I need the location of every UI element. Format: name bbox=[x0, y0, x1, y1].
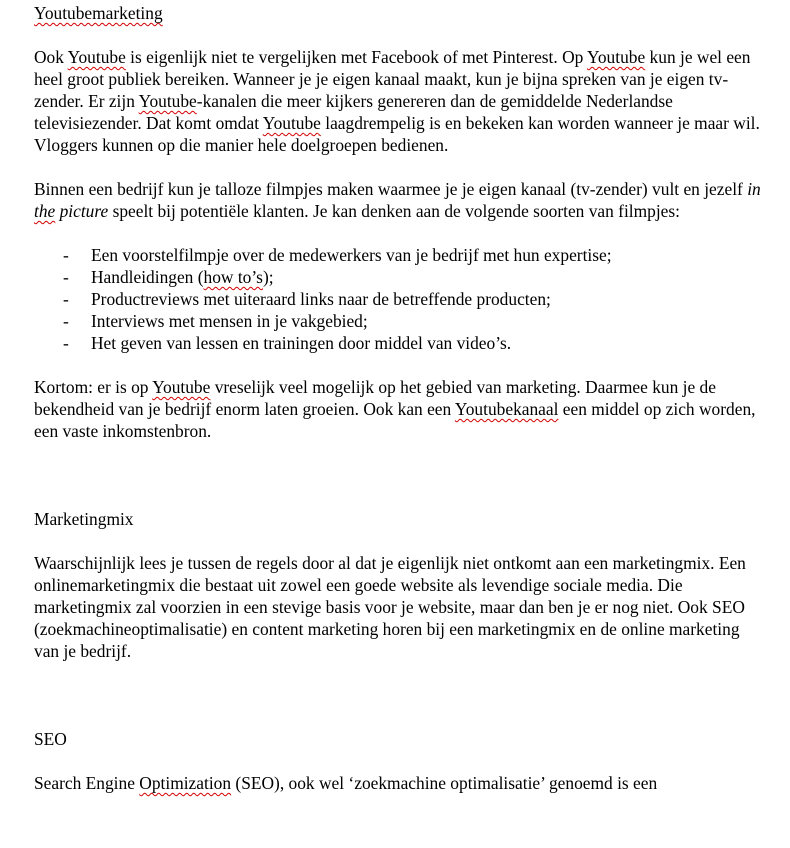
section-heading-seo: SEO bbox=[34, 729, 67, 749]
list-item bbox=[34, 288, 764, 310]
list-item-text: ); bbox=[262, 267, 274, 287]
text-run: een middel op zich worden, een vaste inkomstenbron. bbox=[34, 399, 756, 441]
spellcheck-word: Youtube bbox=[67, 47, 126, 67]
list-item-text: Een voorstelfilmpje over de medewerkers van je bedrijf met hun expertise; bbox=[91, 245, 612, 265]
text-run: -kanalen die meer kijkers genereren dan de gemiddelde Nederlandse televisiezender. Dat komt omdat bbox=[34, 91, 673, 133]
text-run: in bbox=[747, 179, 761, 199]
bullet-dash: - bbox=[63, 289, 69, 309]
list-item-text: Het geven van lessen en trainingen door middel van video’s. bbox=[91, 333, 512, 353]
list-item-text: Handleidingen ( bbox=[91, 267, 204, 287]
spellcheck-word: the bbox=[34, 201, 56, 221]
text-run: is eigenlijk niet te vergelijken met Facebook of met Pinterest. Op bbox=[125, 47, 588, 67]
bullet-list-filmpjes bbox=[34, 244, 764, 354]
text-run: kun je wel een heel groot publiek bereiken. Wanneer je je eigen kanaal maakt, kun je bijna spreken van je eigen tv-zender. Er zijn bbox=[34, 47, 751, 111]
bullet-dash: - bbox=[63, 245, 69, 265]
text-run: Ook bbox=[34, 47, 68, 67]
text-run: speelt bij potentiële klanten. Je kan denken aan de volgende soorten van filmpjes: bbox=[108, 201, 681, 221]
spellcheck-word: Youtube bbox=[587, 47, 646, 67]
list-item bbox=[34, 244, 764, 266]
text-run: Binnen een bedrijf kun je talloze filmpjes maken waarmee je je eigen kanaal (tv-zender) vult en jezelf bbox=[34, 179, 748, 199]
paragraph-seo bbox=[34, 772, 764, 794]
bullet-dash: - bbox=[63, 267, 69, 287]
text-run: Search Engine bbox=[34, 773, 140, 793]
paragraph-youtube-filmpjes bbox=[34, 178, 764, 222]
blank-lines bbox=[34, 684, 764, 728]
text-run: vreselijk veel mogelijk op het gebied van marketing. Daarmee kun je de bekendheid van je bedrijf enorm laten groeien. Ook kan een bbox=[34, 377, 716, 419]
text-run: picture bbox=[55, 201, 109, 221]
bullet-dash: - bbox=[63, 311, 69, 331]
spellcheck-word: Youtube bbox=[138, 91, 197, 111]
paragraph-youtube-kortom bbox=[34, 376, 764, 442]
spellcheck-word: Youtubemarketing bbox=[34, 3, 163, 23]
section-heading-youtubemarketing bbox=[34, 2, 764, 24]
text-run: Kortom: er is op bbox=[34, 377, 153, 397]
list-item bbox=[34, 310, 764, 332]
spellcheck-word: how to’s bbox=[203, 267, 263, 287]
spellcheck-word: Youtubekanaal bbox=[454, 399, 559, 419]
spellcheck-word: Optimization bbox=[139, 773, 232, 793]
spellcheck-word: Youtube bbox=[152, 377, 211, 397]
text-run: (SEO), ook wel ‘zoekmachine optimalisatie’ genoemd is een bbox=[231, 773, 658, 793]
list-item bbox=[34, 332, 764, 354]
spellcheck-word: Youtube bbox=[262, 113, 321, 133]
paragraph-youtube-intro bbox=[34, 46, 764, 156]
list-item bbox=[34, 266, 764, 288]
document-page bbox=[34, 2, 764, 816]
text-run: laagdrempelig is en bekeken kan worden wanneer je maar wil. Vloggers kunnen op die manier hele doelgroepen bedienen. bbox=[34, 113, 760, 155]
paragraph-marketingmix: Waarschijnlijk lees je tussen de regels door al dat je eigenlijk niet ontkomt aan een marketingmix. Een onlinemarketingmix die bestaat uit zowel een goede website als levendige sociale media. Die marketingmix zal voorzien in een stevige basis voor je website, maar dan ben je er nog niet. Ook SEO (zoekmachineoptimalisatie) en content marketing horen bij een marketingmix en de online marketing van je bedrijf. bbox=[34, 553, 746, 661]
section-heading-marketingmix: Marketingmix bbox=[34, 509, 134, 529]
list-item-text: Interviews met mensen in je vakgebied; bbox=[91, 311, 368, 331]
blank-lines bbox=[34, 464, 764, 508]
bullet-dash: - bbox=[63, 333, 69, 353]
list-item-text: Productreviews met uiteraard links naar de betreffende producten; bbox=[91, 289, 551, 309]
